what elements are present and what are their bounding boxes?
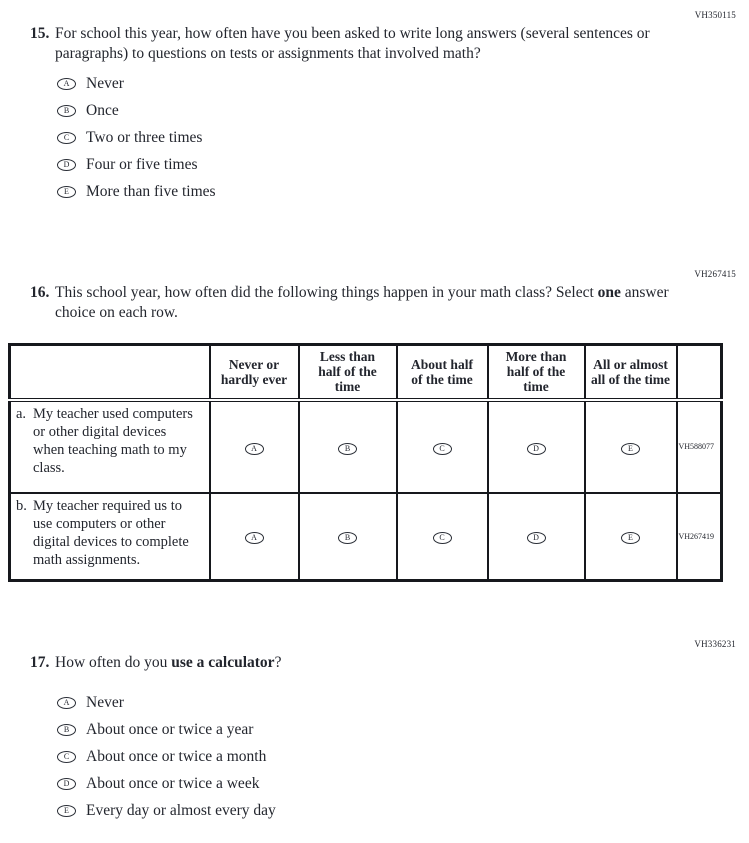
q17-option-b[interactable]	[57, 722, 749, 737]
row-a-option-c-cell[interactable]	[397, 400, 488, 493]
q15-option-e[interactable]	[57, 184, 749, 199]
table-row	[10, 493, 722, 581]
answer-bubble-e[interactable]: E	[57, 186, 76, 198]
answer-bubble-a[interactable]: A	[57, 697, 76, 709]
answer-bubble-d[interactable]: D	[57, 159, 76, 171]
header-about-half: About half of the time	[397, 345, 488, 400]
option-label: About once or twice a year	[86, 720, 254, 738]
answer-bubble-e[interactable]: E	[621, 443, 640, 455]
question-15	[0, 24, 749, 64]
header-all-or-almost-all: All or almost all of the time	[585, 345, 677, 400]
answer-bubble-d[interactable]: D	[527, 532, 546, 544]
question-text: For school this year, how often have you been asked to write long answers (several sentences or paragraphs) to questions on tests or assignments that involved math?	[55, 25, 650, 62]
question-number: 15.	[30, 25, 50, 42]
bold-emphasis: use a calculator	[171, 654, 275, 671]
row-b-item-code: VH267419	[677, 493, 722, 581]
answer-bubble-b[interactable]: B	[57, 105, 76, 117]
option-label: Never	[86, 74, 124, 92]
row-a-option-a-cell[interactable]	[210, 400, 299, 493]
q15-option-d[interactable]	[57, 157, 749, 172]
option-label: Every day or almost every day	[86, 801, 276, 819]
table-row	[10, 400, 722, 493]
question-number: 17.	[30, 654, 50, 671]
question-number: 16.	[30, 284, 50, 301]
row-a-option-e-cell[interactable]	[585, 400, 677, 493]
answer-bubble-a[interactable]: A	[245, 443, 264, 455]
answer-bubble-c[interactable]: C	[433, 443, 452, 455]
option-label: About once or twice a month	[86, 747, 267, 765]
option-label: Never	[86, 693, 124, 711]
answer-bubble-e[interactable]: E	[57, 805, 76, 817]
answer-bubble-d[interactable]: D	[527, 443, 546, 455]
question-text: How often do you use a calculator?	[55, 654, 282, 671]
answer-bubble-a[interactable]: A	[245, 532, 264, 544]
option-label: About once or twice a week	[86, 774, 260, 792]
header-empty	[10, 345, 210, 400]
row-b-option-a-cell[interactable]	[210, 493, 299, 581]
answer-bubble-a[interactable]: A	[57, 78, 76, 90]
option-label: Once	[86, 101, 119, 119]
q15-option-c[interactable]	[57, 130, 749, 145]
row-b-option-c-cell[interactable]	[397, 493, 488, 581]
table-header-row	[10, 345, 722, 400]
answer-bubble-b[interactable]: B	[57, 724, 76, 736]
answer-bubble-c[interactable]: C	[57, 751, 76, 763]
answer-bubble-e[interactable]: E	[621, 532, 640, 544]
answer-bubble-c[interactable]: C	[433, 532, 452, 544]
header-more-than-half: More than half of the time	[488, 345, 585, 400]
header-never-or-hardly-ever: Never or hardly ever	[210, 345, 299, 400]
row-a-item-code: VH588077	[677, 400, 722, 493]
option-label: More than five times	[86, 182, 216, 200]
question-17	[0, 653, 749, 673]
item-code-q17: VH336231	[694, 639, 736, 649]
row-b-option-d-cell[interactable]	[488, 493, 585, 581]
q17-option-e[interactable]	[57, 803, 749, 818]
option-label: Four or five times	[86, 155, 198, 173]
question-16	[0, 283, 749, 323]
header-code-empty	[677, 345, 722, 400]
header-less-than-half: Less than half of the time	[299, 345, 397, 400]
item-code-q16: VH267415	[694, 269, 736, 279]
q15-options	[0, 76, 749, 199]
q16-matrix-table	[8, 343, 723, 582]
item-code-q15: VH350115	[694, 10, 736, 20]
question-text: This school year, how often did the following things happen in your math class? Select one answer choice on each row.	[55, 284, 669, 321]
row-b-option-b-cell[interactable]	[299, 493, 397, 581]
q17-option-c[interactable]	[57, 749, 749, 764]
option-label: Two or three times	[86, 128, 203, 146]
answer-bubble-d[interactable]: D	[57, 778, 76, 790]
answer-bubble-c[interactable]: C	[57, 132, 76, 144]
q15-option-a[interactable]	[57, 76, 749, 91]
row-b-option-e-cell[interactable]	[585, 493, 677, 581]
q17-option-d[interactable]	[57, 776, 749, 791]
q17-option-a[interactable]	[57, 695, 749, 710]
bold-emphasis: one	[597, 284, 621, 301]
q17-options	[0, 695, 749, 818]
row-a-option-b-cell[interactable]	[299, 400, 397, 493]
row-b-statement: b. My teacher required us to use computers or other digital devices to complete math assignments.	[10, 493, 210, 581]
answer-bubble-b[interactable]: B	[338, 532, 357, 544]
row-a-statement: a. My teacher used computers or other digital devices when teaching math to my class.	[10, 400, 210, 493]
answer-bubble-b[interactable]: B	[338, 443, 357, 455]
row-a-option-d-cell[interactable]	[488, 400, 585, 493]
q15-option-b[interactable]	[57, 103, 749, 118]
